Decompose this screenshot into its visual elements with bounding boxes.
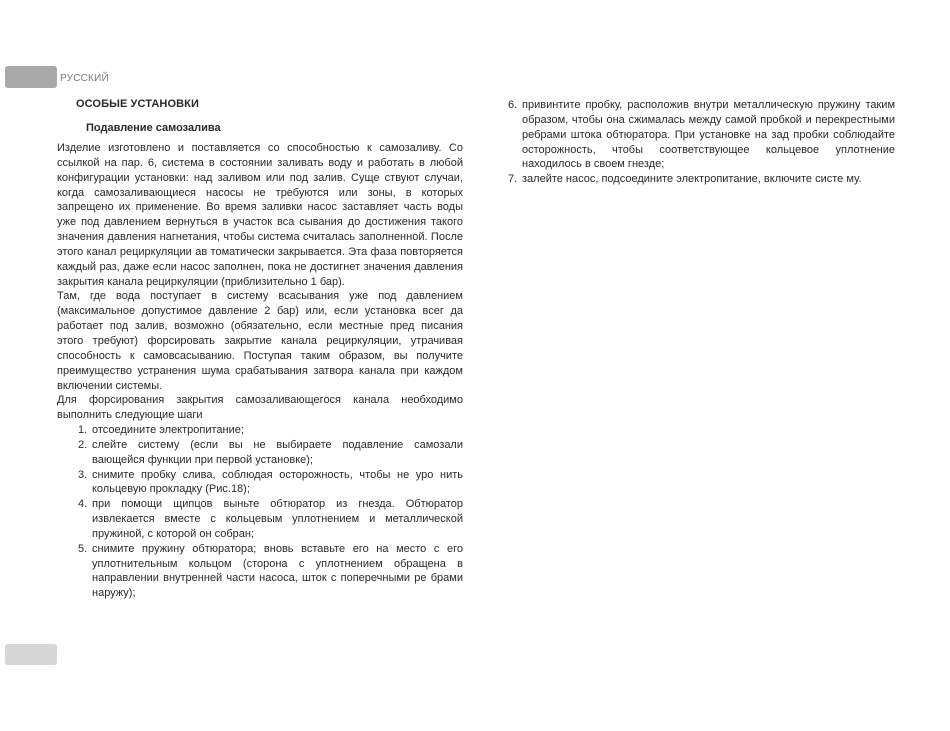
paragraph: Изделие изготовлено и поставляется со способностью к самозаливу. Со ссылкой на пар. 6, система в состоянии заливать воду и работать в любой конфигурации установки: над заливом или под залив. Суще ствуют случаи, когда самозаливающиеся насосы не требуются или зоны, в которых запрещено их применение. Во время заливки насос заставляет часть воды уже под давлением вернуться в участок вса сывания до достижения такого значения давления нагнетания, чтобы система считалась заполненной. После этого канал рециркуляции ав томатически закрывается. Эта фаза повторяется каждый раз, даже если насос заполнен, пока не достигнет значения давления закрытия канала рециркуляции (приблизительно 1 бар). [57, 142, 463, 288]
step-text: отсоедините электропитание; [92, 424, 244, 437]
step-item [78, 438, 463, 468]
left-column [57, 141, 463, 601]
paragraph: Там, где вода поступает в систему всасывания уже под давлением (максимальное допустимое давление 2 бар) или, если установка всег да работает под залив, возможно (обязательно, если местные пред писания этого требуют) форсировать закрытие канала рециркуляции, утрачивая способность к самовсасыванию. Поступая таким образом, вы получите преимущество устранения шума срабатывания затвора канала при каждом включении системы. [57, 290, 463, 392]
step-number: 2. [78, 438, 88, 451]
subsection-title: Подавление самозалива [86, 122, 221, 134]
step-item [78, 423, 463, 438]
step-item [78, 497, 463, 542]
step-number: 3. [78, 468, 88, 481]
step-number: 4. [78, 498, 88, 511]
step-text: снимите пружину обтюратора; вновь вставьте его на место с его уплотнительным кольцом (сторона с уплотнением обращена в направлении внутренней части насоса, шток с поперечными ре брами наружу); [92, 542, 463, 600]
step-text: снимите пробку слива, соблюдая осторожность, чтобы не уро нить кольцевую прокладку (Рис.18); [92, 468, 463, 496]
step-item [78, 468, 463, 498]
language-tab [5, 66, 57, 88]
step-text: при помощи щипцов выньте обтюратор из гнезда. Обтюратор извлекается вместе с кольцевым уплотнением и металлической пружиной, с которой он собран; [92, 498, 463, 540]
page-number-tab [5, 644, 57, 665]
step-number: 7. [508, 173, 518, 186]
steps-list-continued [508, 98, 895, 187]
step-number: 6. [508, 99, 518, 111]
step-item [508, 172, 895, 187]
steps-list [78, 423, 463, 601]
paragraph: Для форсирования закрытия самозаливающегося канала необходимо выполнить следующие шаги [57, 394, 463, 422]
right-column [508, 98, 895, 187]
step-item [508, 98, 895, 172]
step-number: 1. [78, 424, 88, 437]
section-title: ОСОБЫЕ УСТАНОВКИ [76, 98, 199, 110]
step-number: 5. [78, 542, 88, 555]
step-text: залейте насос, подсоедините электропитание, включите систе му. [522, 173, 862, 186]
step-text: привинтите пробку, расположив внутри металлическую пружину таким образом, чтобы она сжималась между самой пробкой и перекрестными ребрами штока обтюратора. При установке на зад пробки соблюдайте осторожность, чтобы соответствующее кольцевое уплотнение находилось в своем гнезде; [522, 99, 895, 171]
language-label: РУССКИЙ [60, 73, 109, 84]
step-text: слейте систему (если вы не выбираете подавление самозали вающейся функции при первой установке); [92, 438, 463, 466]
step-item [78, 542, 463, 601]
